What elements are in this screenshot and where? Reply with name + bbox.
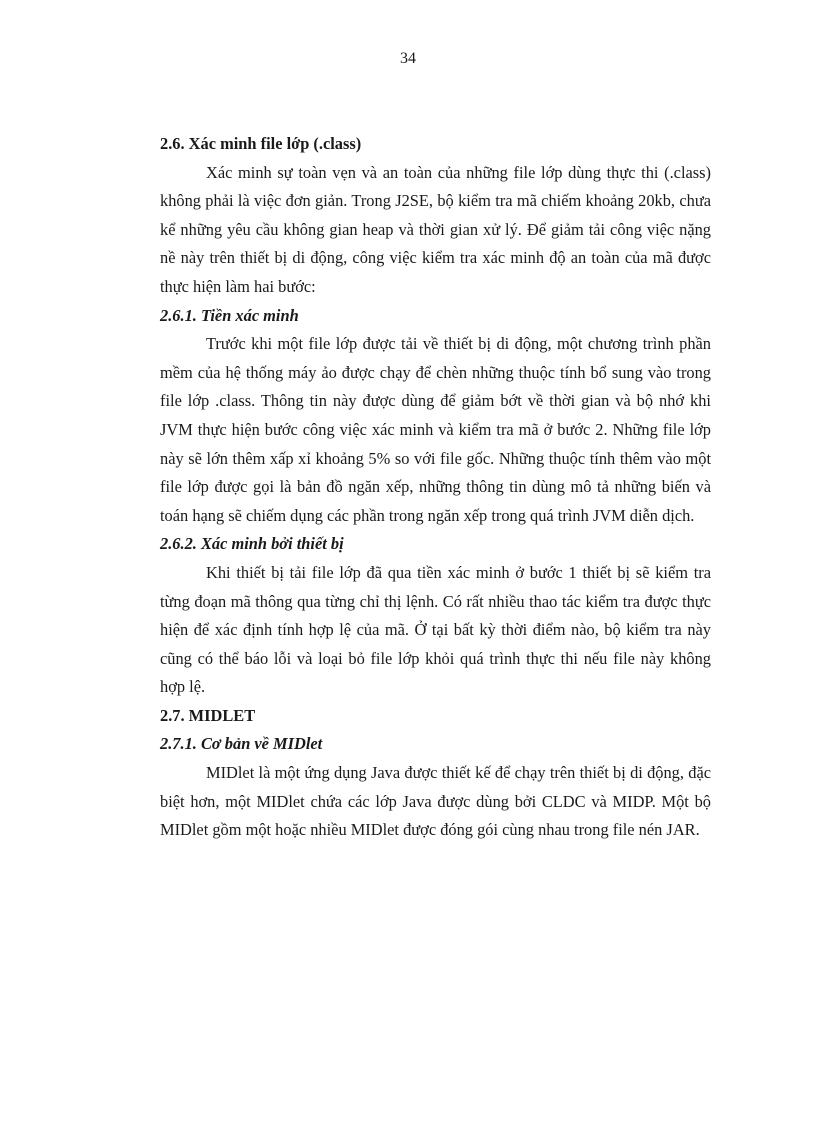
section-heading-2-6: 2.6. Xác minh file lớp (.class): [160, 134, 362, 153]
page-number: 34: [400, 50, 416, 67]
document-body: [160, 130, 711, 845]
paragraph-2-6: Xác minh sự toàn vẹn và an toàn của những file lớp dùng thực thi (.class) không phải là việc đơn giản. Trong J2SE, bộ kiểm tra mã chiếm khoảng 20kb, chưa kể những yêu cầu không gian heap và thời gian xử lý. Để giảm tải công việc nặng nề này trên thiết bị di động, công việc kiểm tra xác minh độ an toàn của mã được thực hiện làm hai bước:: [160, 162, 711, 296]
paragraph-2-6-1: Trước khi một file lớp được tải về thiết bị di động, một chương trình phần mềm của hệ thống máy ảo được chạy để chèn những thuộc tính bổ sung vào trong file lớp .class. Thông tin này được dùng để giảm bớt về thời gian và bộ nhớ khi JVM thực hiện bước công việc xác minh và kiểm tra mã ở bước 2. Những file lớp này sẽ lớn thêm xấp xỉ khoảng 5% so với file gốc. Những thuộc tính thêm vào một file lớp được gọi là bản đồ ngăn xếp, những thông tin dùng mô tả những biến và toán hạng sẽ chiếm dụng các phần trong ngăn xếp trong quá trình JVM diễn dịch.: [160, 334, 711, 525]
paragraph-2-6-2: Khi thiết bị tải file lớp đã qua tiền xác minh ở bước 1 thiết bị sẽ kiểm tra từng đoạn mã thông qua từng chỉ thị lệnh. Có rất nhiều thao tác kiểm tra được thực hiện để xác định tính hợp lệ của mã. Ở tại bất kỳ thời điểm nào, bộ kiểm tra này cũng có thể báo lỗi và loại bỏ file lớp khỏi quá trình thực thi nếu file này không hợp lệ.: [160, 562, 711, 697]
section-heading-2-6-1: 2.6.1. Tiền xác minh: [160, 305, 299, 325]
section-heading-2-6-2: 2.6.2. Xác minh bởi thiết bị: [160, 534, 344, 554]
section-heading-2-7: 2.7. MIDLET: [160, 705, 256, 725]
paragraph-2-7-1: MIDlet là một ứng dụng Java được thiết kế để chạy trên thiết bị di động, đặc biệt hơn, một MIDlet chứa các lớp Java được dùng bởi CLDC và MIDP. Một bộ MIDlet gồm một hoặc nhiều MIDlet được đóng gói cùng nhau trong file nén JAR.: [160, 763, 711, 840]
section-heading-2-7-1: 2.7.1. Cơ bản về MIDlet: [160, 734, 323, 754]
